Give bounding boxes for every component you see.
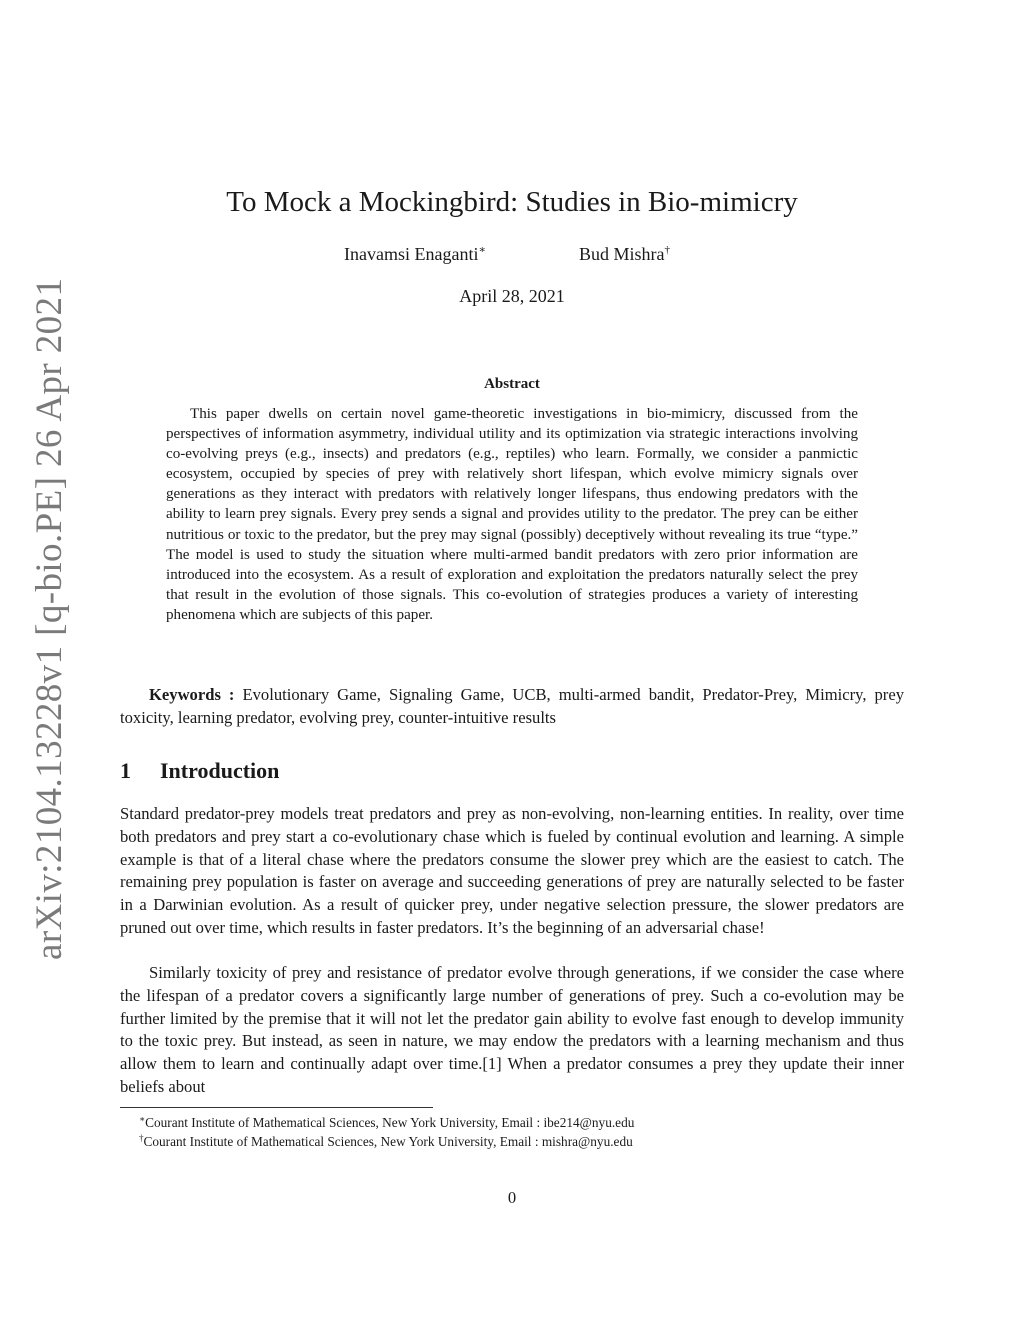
- section-number: 1: [120, 758, 131, 783]
- arxiv-identifier-stamp: arXiv:2104.13228v1 [q-bio.PE] 26 Apr 2021: [29, 277, 70, 960]
- abstract-heading: Abstract: [484, 376, 540, 392]
- footnote-2-text: Courant Institute of Mathematical Sciences, New York University, Email : mishra@nyu.edu: [143, 1134, 633, 1149]
- author-1-footnote-mark: ∗: [478, 244, 486, 256]
- abstract-text: This paper dwells on certain novel game-theoretic investigations in bio-mimicry, discussed from the perspectives of information asymmetry, individual utility and its optimization via strategic interactions involving co-evolving preys (e.g., insects) and predators (e.g., reptiles) who learn. Formally, we consider a panmictic ecosystem, occupied by species of prey with relatively short lifespan, which evolve mimicry signals over generations as they interact with predators with relatively longer lifespans, thus endowing predators with the ability to learn prey signals. Every prey sends a signal and provides utility to the predator. The prey can be either nutritious or toxic to the predator, but the prey may signal (possibly) deceptively without revealing its true “type.” The model is used to study the situation where multi-armed bandit predators with zero prior information are introduced into the ecosystem. As a result of exploration and exploitation the predators naturally select the prey that result in the evolution of those signals. This co-evolution of strategies produces a variety of interesting phenomena which are subjects of this paper.: [166, 406, 858, 623]
- author-2-footnote-mark: †: [664, 244, 670, 256]
- footnote-2-mark: †: [139, 1133, 144, 1143]
- section-heading-introduction: [120, 756, 904, 786]
- section-title: Introduction: [160, 758, 280, 783]
- footnote-2: [120, 1132, 904, 1151]
- author-2: [579, 244, 670, 265]
- keywords-text: Evolutionary Game, Signaling Game, UCB, multi-armed bandit, Predator-Prey, Mimicry, prey toxicity, learning predator, evolving prey, counter-intuitive results: [120, 685, 904, 727]
- author-list: [120, 244, 904, 274]
- footnote-1-text: Courant Institute of Mathematical Sciences, New York University, Email : ibe214@nyu.edu: [145, 1115, 635, 1130]
- author-2-name: Bud Mishra: [579, 244, 665, 264]
- body-paragraph-1: Standard predator-prey models treat predators and prey as non-evolving, non-learning entities. In reality, over time both predators and prey start a co-evolutionary chase which is fueled by continual evolution and learning. A simple example is that of a literal chase where the predators consume the slower prey which are the easiest to catch. The remaining prey population is faster on average and succeeding generations of prey are naturally selected to be faster in a Darwinian evolution. As a result of quicker prey, under negative selection pressure, the slower predators are pruned out over time, which results in faster predators. It’s the beginning of an adversarial chase!: [120, 804, 904, 937]
- paper-title: To Mock a Mockingbird: Studies in Bio-mimicry: [226, 186, 798, 218]
- author-1-name: Inavamsi Enaganti: [344, 244, 479, 264]
- keywords-label: Keywords :: [149, 685, 235, 704]
- footnote-1-mark: ∗: [139, 1114, 146, 1124]
- footnote-divider: [120, 1107, 433, 1108]
- author-1: [344, 244, 486, 265]
- footnote-1: [120, 1113, 904, 1132]
- page-number: 0: [507, 1188, 517, 1207]
- footnotes: [120, 1113, 904, 1151]
- publication-date: April 28, 2021: [459, 286, 565, 306]
- body-paragraph-2: Similarly toxicity of prey and resistance of predator evolve through generations, if we consider the case where the lifespan of a predator covers a significantly large number of generations of prey. Such a co-evolution may be further limited by the premise that it will not let the predator gain ability to evolve fast enough to develop immunity to the toxic prey. But instead, as seen in nature, we may endow the predators with a learning mechanism and thus allow them to learn and continually adapt over time.[1] When a predator consumes a prey they update their inner beliefs about: [120, 963, 904, 1096]
- keywords-paragraph: [120, 683, 904, 729]
